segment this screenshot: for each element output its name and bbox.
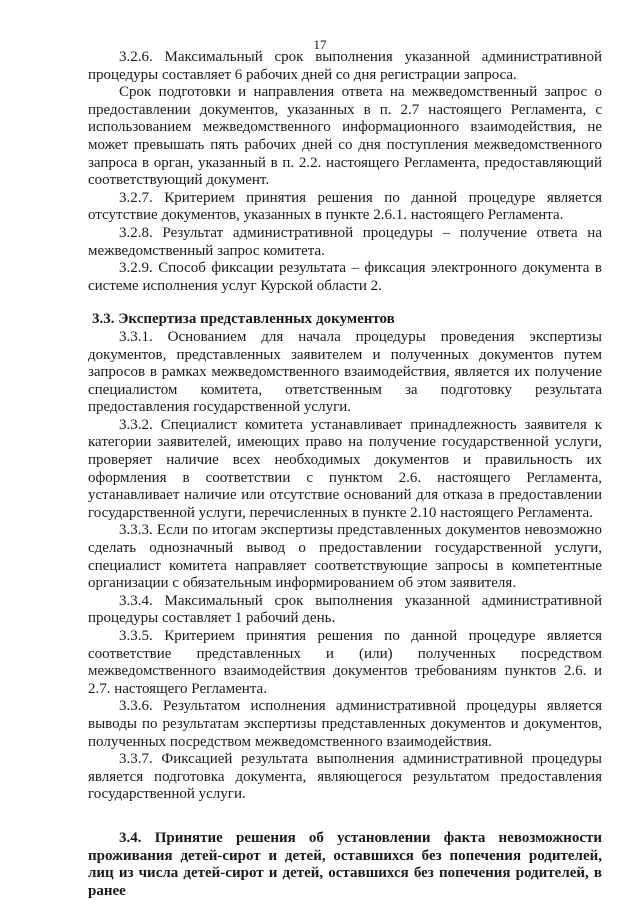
paragraph-3-2-8: 3.2.8. Результат административной процедуры – получение ответа на межведомственный запрос комитета. xyxy=(88,224,602,259)
paragraph-3-3-6: 3.3.6. Результатом исполнения административной процедуры является выводы по результатам экспертизы представленных документов и документов, полученных посредством межведомственного взаимодействия. xyxy=(88,698,602,750)
paragraph-3-2-6-term: Срок подготовки и направления ответа на межведомственный запрос о предоставлении документов, указанных в п. 2.7 настоящего Регламента, с использованием межведомственного информационного взаимодействия, не может превышать пять рабочих дней со дня поступления межведомственного запроса в орган, указанный в п. 2.2. настоящего Регламента, предоставляющий соответствующий документ. xyxy=(88,84,602,189)
paragraph-3-2-7: 3.2.7. Критерием принятия решения по данной процедуре является отсутствие документов, указанных в пункте 2.6.1. настоящего Регламента. xyxy=(88,189,602,224)
paragraph-3-3-1: 3.3.1. Основанием для начала процедуры проведения экспертизы документов, представленных заявителем и полученных документов путем запросов в рамках межведомственного взаимодействия, является их получение специалистом комитета, ответственным за подготовку результата предоставления государственной услуги. xyxy=(88,328,602,416)
spacer xyxy=(88,295,602,311)
section-heading-3-4: 3.4. Принятие решения об установлении факта невозможности проживания детей-сирот и детей, оставшихся без попечения родителей, лиц из числа детей-сирот и детей, оставшихся без попечения родителей, в ранее xyxy=(88,829,602,899)
paragraph-3-3-3: 3.3.3. Если по итогам экспертизы представленных документов невозможно сделать однозначный вывод о предоставлении государственной услуги, специалист комитета направляет соответствующие запросы в компетентные организации с обязательным информированием об этом заявителя. xyxy=(88,522,602,592)
paragraph-3-3-7: 3.3.7. Фиксацией результата выполнения административной процедуры является подготовка документа, являющегося результатом предоставления государственной услуги. xyxy=(88,751,602,803)
paragraph-3-3-4: 3.3.4. Максимальный срок выполнения указанной административной процедуры составляет 1 рабочий день. xyxy=(88,592,602,627)
paragraph-3-2-9: 3.2.9. Способ фиксации результата – фиксация электронного документа в системе исполнения услуг Курской области 2. xyxy=(88,260,602,294)
paragraph-3-2-6: 3.2.6. Максимальный срок выполнения указанной административной процедуры составляет 6 рабочих дней со дня регистрации запроса. xyxy=(88,49,602,83)
spacer xyxy=(88,804,602,830)
paragraph-3-3-5: 3.3.5. Критерием принятия решения по данной процедуре является соответствие представленных и (или) полученных посредством межведомственного взаимодействия документов требованиям пунктов 2.6. и 2.7. настоящего Регламента. xyxy=(88,628,602,697)
section-heading-3-3: 3.3. Экспертиза представленных документов xyxy=(92,311,395,328)
page-number: 17 xyxy=(313,37,327,52)
paragraph-3-3-2: 3.3.2. Специалист комитета устанавливает принадлежность заявителя к категории заявителей, имеющих право на получение государственной услуги, проверяет наличие всех необходимых документов и правильность их оформления в соответствии с пунктом 2.6. настоящего Регламента, устанавливает наличие или отсутствие оснований для отказа в предоставлении государственной услуги, перечисленных в пункте 2.10 настоящего Регламента. xyxy=(88,416,602,521)
document-body xyxy=(88,49,602,900)
